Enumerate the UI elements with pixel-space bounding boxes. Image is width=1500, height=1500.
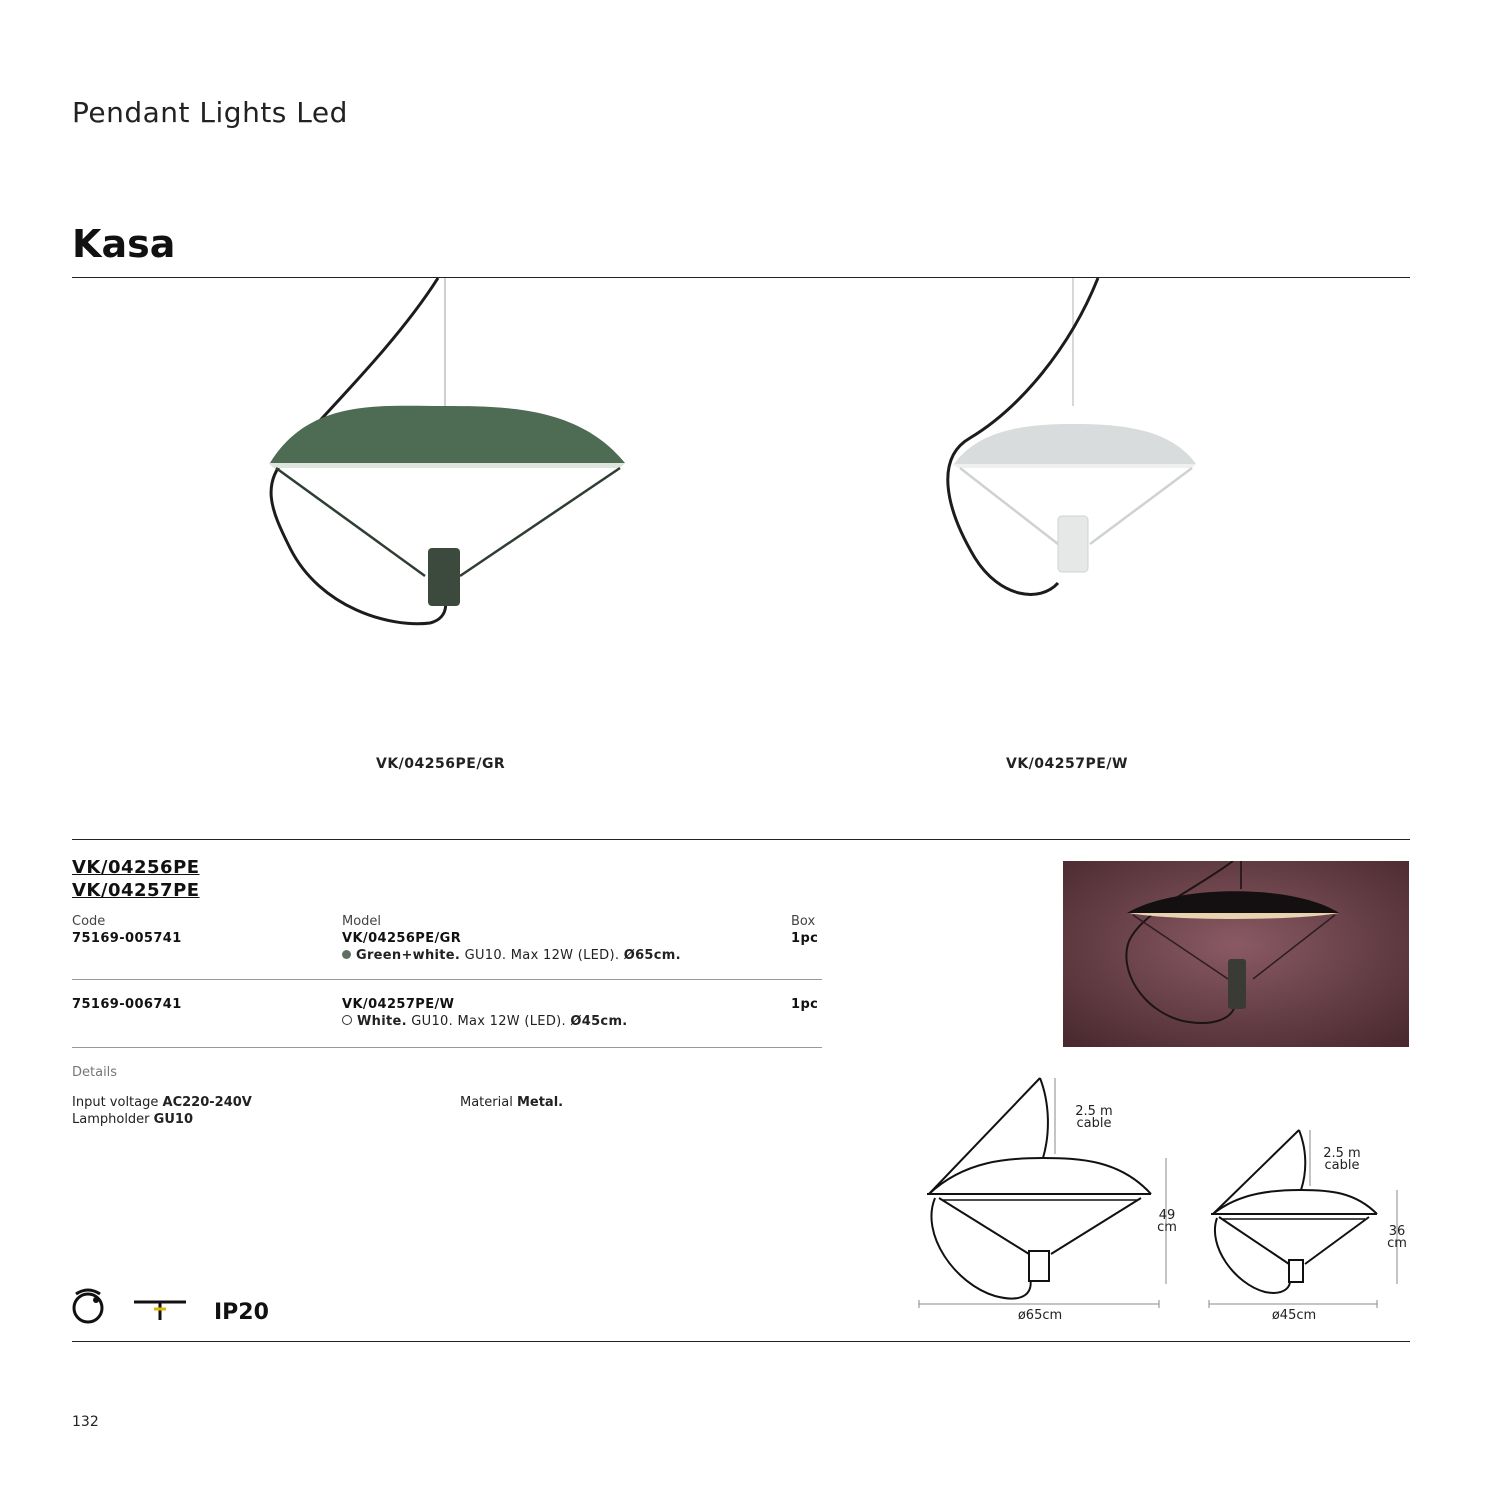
ip-rating: IP20 xyxy=(214,1300,269,1325)
row-1-diameter: Ø65cm. xyxy=(623,948,681,963)
input-voltage-label: Input voltage xyxy=(72,1095,159,1110)
height-unit-65: cm xyxy=(1157,1220,1177,1235)
product-caption-green: VK/04256PE/GR xyxy=(376,756,506,772)
row-1-finish: Green+white. xyxy=(356,948,461,963)
product-family-name: Kasa xyxy=(72,222,176,266)
row-1-code: 75169-005741 xyxy=(72,931,182,946)
height-unit-45: cm xyxy=(1387,1236,1407,1251)
product-caption-white: VK/04257PE/W xyxy=(1006,756,1128,772)
cable-unit-65: cable xyxy=(1076,1116,1112,1131)
section-title: Pendant Lights Led xyxy=(72,96,348,129)
model-heading-1: VK/04256PE xyxy=(72,857,200,878)
row-1-box: 1pc xyxy=(791,931,819,946)
cable-unit-45: cable xyxy=(1324,1158,1360,1173)
model-heading-2: VK/04257PE xyxy=(72,880,200,901)
details-label: Details xyxy=(72,1065,118,1080)
row-2-finish: White. xyxy=(357,1014,407,1029)
lampholder-value: GU10 xyxy=(153,1112,193,1127)
height-label-45 xyxy=(1380,1226,1414,1250)
section-divider xyxy=(72,839,1410,840)
page-number: 132 xyxy=(72,1414,99,1430)
diameter-label-65: ø65cm xyxy=(1017,1308,1063,1323)
model-header: Model xyxy=(342,914,382,929)
material-label: Material xyxy=(460,1095,513,1110)
lampholder-label: Lampholder xyxy=(72,1112,150,1127)
height-value-45: 36 xyxy=(1388,1224,1406,1239)
product-photo-white xyxy=(930,278,1220,608)
height-label-65 xyxy=(1150,1210,1184,1234)
cable-label-45 xyxy=(1314,1148,1370,1172)
row-2-code: 75169-006741 xyxy=(72,997,182,1012)
technical-drawing-45 xyxy=(1205,1126,1405,1312)
cable-label-65 xyxy=(1066,1106,1122,1130)
ambient-photo xyxy=(1063,861,1409,1047)
footer-divider xyxy=(72,1341,1410,1342)
code-header: Code xyxy=(72,914,106,929)
row-2-description xyxy=(342,1014,628,1029)
input-voltage xyxy=(72,1095,252,1110)
box-header: Box xyxy=(791,914,816,929)
input-voltage-value: AC220-240V xyxy=(162,1095,252,1110)
white-swatch-icon xyxy=(342,1015,352,1025)
row-1-spec: GU10. Max 12W (LED). xyxy=(464,948,620,963)
row-1-description xyxy=(342,948,681,963)
row-1-model: VK/04256PE/GR xyxy=(342,931,462,946)
height-value-65: 49 xyxy=(1158,1208,1176,1223)
row-2-box: 1pc xyxy=(791,997,819,1012)
cable-length-65: 2.5 m xyxy=(1075,1104,1113,1119)
row-2-spec: GU10. Max 12W (LED). xyxy=(411,1014,566,1029)
material xyxy=(460,1095,563,1110)
lampholder xyxy=(72,1112,193,1127)
cable-length-45: 2.5 m xyxy=(1323,1146,1361,1161)
row-divider-1 xyxy=(72,979,822,980)
product-photo-green xyxy=(250,278,650,638)
row-2-diameter: Ø45cm. xyxy=(570,1014,628,1029)
material-value: Metal. xyxy=(516,1095,564,1110)
pendant-mount-icon xyxy=(132,1296,188,1324)
row-2-model: VK/04257PE/W xyxy=(342,997,455,1012)
diameter-label-45: ø45cm xyxy=(1271,1308,1317,1323)
row-divider-2 xyxy=(72,1047,822,1048)
green-swatch-icon xyxy=(342,950,351,959)
dimmable-icon xyxy=(72,1288,106,1324)
technical-drawing-65 xyxy=(915,1074,1175,1312)
